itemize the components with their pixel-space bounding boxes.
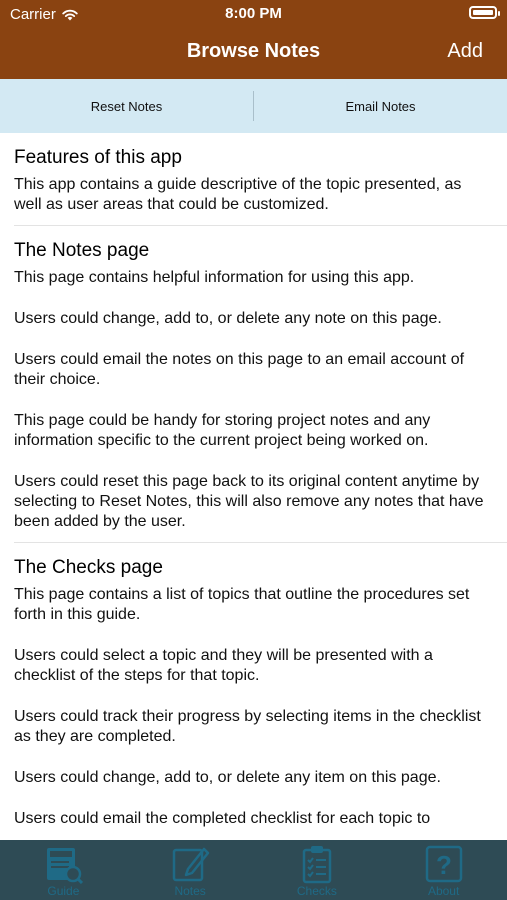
carrier-label: Carrier bbox=[10, 6, 56, 23]
note-section[interactable] bbox=[0, 133, 507, 215]
notes-list[interactable] bbox=[0, 133, 507, 840]
note-section[interactable] bbox=[0, 226, 507, 532]
note-section[interactable] bbox=[0, 543, 507, 829]
tab-bar bbox=[0, 840, 507, 900]
navigation-bar bbox=[0, 0, 507, 79]
note-paragraph: This page contains a list of topics that outline the procedures set forth in this guide. bbox=[14, 586, 470, 623]
note-paragraph: Users could reset this page back to its original content anytime by selecting to Reset Notes, this will also remove any notes that have been added by the user. bbox=[14, 473, 484, 530]
note-paragraph: Users could select a topic and they will be presented with a checklist of the steps for that topic. bbox=[14, 647, 433, 684]
tab-label: Checks bbox=[296, 884, 337, 898]
note-paragraph: Users could change, add to, or delete any item on this page. bbox=[14, 769, 441, 786]
tab-label: Notes bbox=[174, 884, 206, 898]
email-notes-button[interactable]: Email Notes bbox=[345, 98, 416, 114]
note-title: Features of this app bbox=[14, 147, 182, 168]
clock: 8:00 PM bbox=[225, 5, 282, 22]
note-paragraph: This page contains helpful information for using this app. bbox=[14, 269, 415, 286]
about-icon bbox=[424, 844, 464, 884]
tab-label: Guide bbox=[47, 884, 80, 898]
note-paragraph: Users could change, add to, or delete any note on this page. bbox=[14, 310, 442, 327]
tab-about[interactable] bbox=[380, 840, 507, 900]
notes-actions-bar bbox=[0, 79, 507, 133]
note-title: The Notes page bbox=[14, 240, 150, 261]
tab-notes[interactable] bbox=[127, 840, 254, 900]
note-paragraph: This page could be handy for storing project notes and any information specific to the current project being worked on. bbox=[14, 412, 431, 449]
checks-icon bbox=[297, 844, 337, 884]
guide-icon bbox=[43, 844, 83, 884]
svg-text:?: ? bbox=[435, 850, 452, 880]
note-paragraph: Users could email the completed checklist for each topic to bbox=[14, 810, 431, 827]
tab-guide[interactable] bbox=[0, 840, 127, 900]
note-paragraph: Users could track their progress by selecting items in the checklist as they are completed. bbox=[14, 708, 481, 745]
reset-notes-button[interactable]: Reset Notes bbox=[90, 98, 163, 114]
notes-icon bbox=[170, 844, 210, 884]
status-bar bbox=[0, 0, 507, 28]
note-paragraph: Users could email the notes on this page to an email account of their choice. bbox=[14, 351, 465, 388]
note-title: The Checks page bbox=[14, 557, 163, 578]
note-paragraph: This app contains a guide descriptive of the topic presented, as well as user areas that could be customized. bbox=[14, 176, 462, 213]
tab-checks[interactable] bbox=[254, 840, 381, 900]
battery-icon bbox=[469, 6, 497, 19]
add-button[interactable]: Add bbox=[447, 40, 483, 62]
tab-label: About bbox=[427, 884, 460, 898]
page-title: Browse Notes bbox=[186, 40, 321, 62]
